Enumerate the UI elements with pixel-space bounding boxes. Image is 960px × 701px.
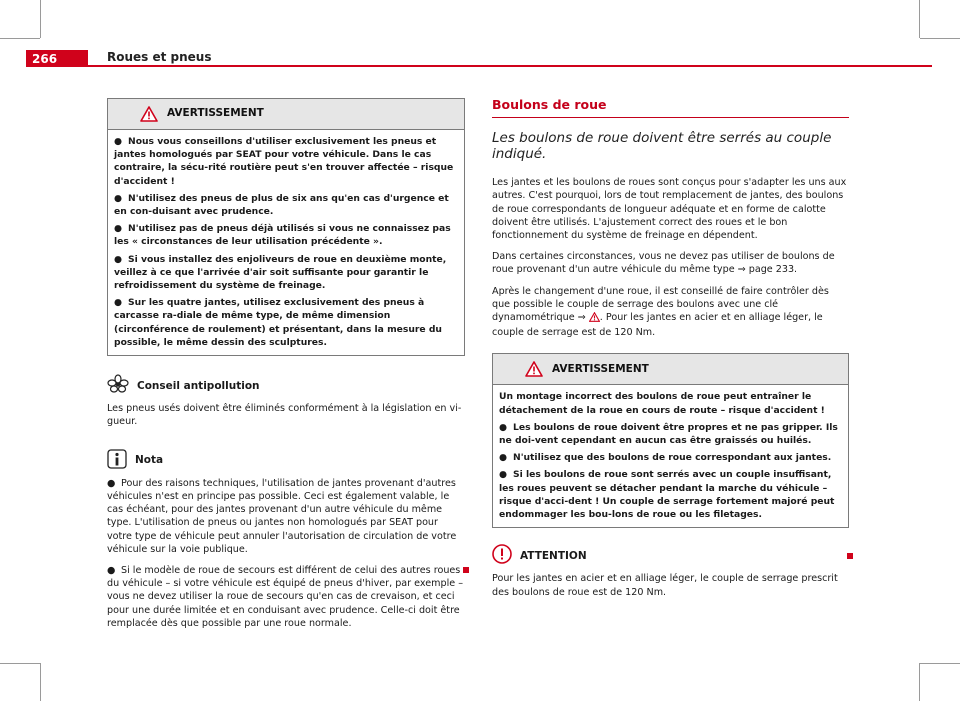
attention-exclamation-icon xyxy=(492,544,512,568)
warning-intro: Un montage incorrect des boulons de roue peut entraîner le détachement de la roue en cours de route – risque d'accident ! xyxy=(499,391,825,416)
info-note-icon xyxy=(107,449,127,473)
warning-header xyxy=(108,99,464,130)
warning-item: ● N'utilisez que des boulons de roue correspondant aux jantes. xyxy=(499,452,832,464)
section-title: Boulons de roue xyxy=(492,98,849,118)
left-column xyxy=(107,98,465,638)
environment-text: Les pneus usés doivent être éliminés conformément à la législation en vi-gueur. xyxy=(107,403,462,428)
end-of-section-icon xyxy=(847,553,853,559)
note-item: ● Si le modèle de roue de secours est différent de celui des autres roues du véhicule – si votre véhicule est équipé de pneus d'hiver, par exemple – vous ne devez utiliser la roue de secours qu'en cas de crevaison, et ceci pour une durée limitée et en conduisant avec prudence. Celle-ci doit être remplacée dès que possible par une roue normale. xyxy=(107,565,464,629)
warning-box xyxy=(492,353,849,528)
header-rule xyxy=(26,65,932,67)
warning-title: AVERTISSEMENT xyxy=(552,362,649,375)
attention-title: ATTENTION xyxy=(520,549,587,562)
warning-item: ● Nous vous conseillons d'utiliser exclusivement les pneus et jantes homologués par SEAT pour votre véhicule. Dans le cas contraire, la sécu-rité routière peut s'en trouver affectée – risque d'accident ! xyxy=(114,136,454,187)
warning-item: ● Si vous installez des enjoliveurs de roue en deuxième monte, veillez à ce que l'arrivée d'air soit suffisante pour garantir le refroidissement du système de freinage. xyxy=(114,253,447,292)
note-header xyxy=(107,449,465,473)
warning-item: ● Les boulons de roue doivent être propres et ne pas gripper. Ils ne doi-vent cependant en aucun cas être graissés ou huilés. xyxy=(499,421,838,447)
attention-text: Pour les jantes en acier et en alliage léger, le couple de serrage prescrit des boulons de roue est de 120 Nm. xyxy=(492,573,838,598)
chapter-title: Roues et pneus xyxy=(107,50,212,64)
crop-mark xyxy=(919,0,920,38)
end-of-section-icon xyxy=(463,567,469,573)
warning-item: ● N'utilisez pas de pneus déjà utilisés si vous ne connaissez pas les « circonstances de leur utilisation précédente ». xyxy=(114,223,451,248)
warning-triangle-icon xyxy=(140,106,158,122)
crop-mark xyxy=(0,38,40,39)
page-number: 266 xyxy=(26,50,88,67)
crop-mark xyxy=(920,38,960,39)
right-column xyxy=(492,98,849,607)
body-paragraph: Les jantes et les boulons de roues sont conçus pour s'adapter les uns aux autres. C'est pourquoi, lors de tout remplacement de jantes, des boulons de roue correspondants de longueur adéquate et en forme de calotte doivent être utilisés. L'ajustement correct des roues et le bon fonctionnement du système de freinage en dépendent. xyxy=(492,177,847,242)
warning-title: AVERTISSEMENT xyxy=(167,107,264,120)
crop-mark xyxy=(0,663,40,664)
crop-mark xyxy=(919,663,920,701)
environment-flower-icon xyxy=(107,374,129,398)
crop-mark xyxy=(40,663,41,701)
crop-mark xyxy=(920,663,960,664)
body-paragraph: Après le changement d'une roue, il est conseillé de faire contrôler dès que possible le couple de serrage des boulons avec une clé dynamométrique ⇒ . Pour les jantes en acier et en alliage léger, le couple de serrage est de 120 Nm. xyxy=(492,285,829,339)
warning-item: ● N'utilisez des pneus de plus de six ans qu'en cas d'urgence et en con-duisant avec prudence. xyxy=(114,192,449,218)
environment-title: Conseil antipollution xyxy=(137,379,260,392)
note-item: ● Pour des raisons techniques, l'utilisation de jantes provenant d'autres véhicules n'est en principe pas possible. Ceci est également valable, le cas échéant, pour des jantes provenant d'un autre véhicule du même type. L'utilisation de pneus ou jantes non homologués par SEAT pour votre type de véhicule peut annuler l'autorisation de circulation de votre véhicule sur la voie publique. xyxy=(107,477,457,555)
note-title: Nota xyxy=(135,454,164,467)
environment-header xyxy=(107,374,465,398)
attention-header xyxy=(492,544,849,568)
warning-body xyxy=(493,385,848,527)
warning-box xyxy=(107,98,465,356)
crop-mark xyxy=(40,0,41,38)
warning-triangle-icon xyxy=(525,361,543,377)
warning-header xyxy=(493,354,848,385)
warning-item: ● Sur les quatre jantes, utilisez exclusivement des pneus à carcasse ra-diale de même type, de même dimension (circonférence de roulement) et présentant, dans la mesure du possible, le même dessin des sculptures. xyxy=(114,297,442,348)
section-subtitle: Les boulons de roue doivent être serrés au couple indiqué. xyxy=(492,130,832,163)
warning-body xyxy=(108,130,464,355)
warning-triangle-icon xyxy=(589,312,600,326)
warning-item: ● Si les boulons de roue sont serrés avec un couple insuffisant, les roues peuvent se détacher pendant la marche du véhicule – risque d'acci-dent ! Un couple de serrage fortement majoré peut endommager les bou-lons de roue ou les filetages. xyxy=(499,469,835,521)
body-paragraph: Dans certaines circonstances, vous ne devez pas utiliser de boulons de roue provenant d'un autre véhicule du même type ⇒ page 233. xyxy=(492,251,835,276)
